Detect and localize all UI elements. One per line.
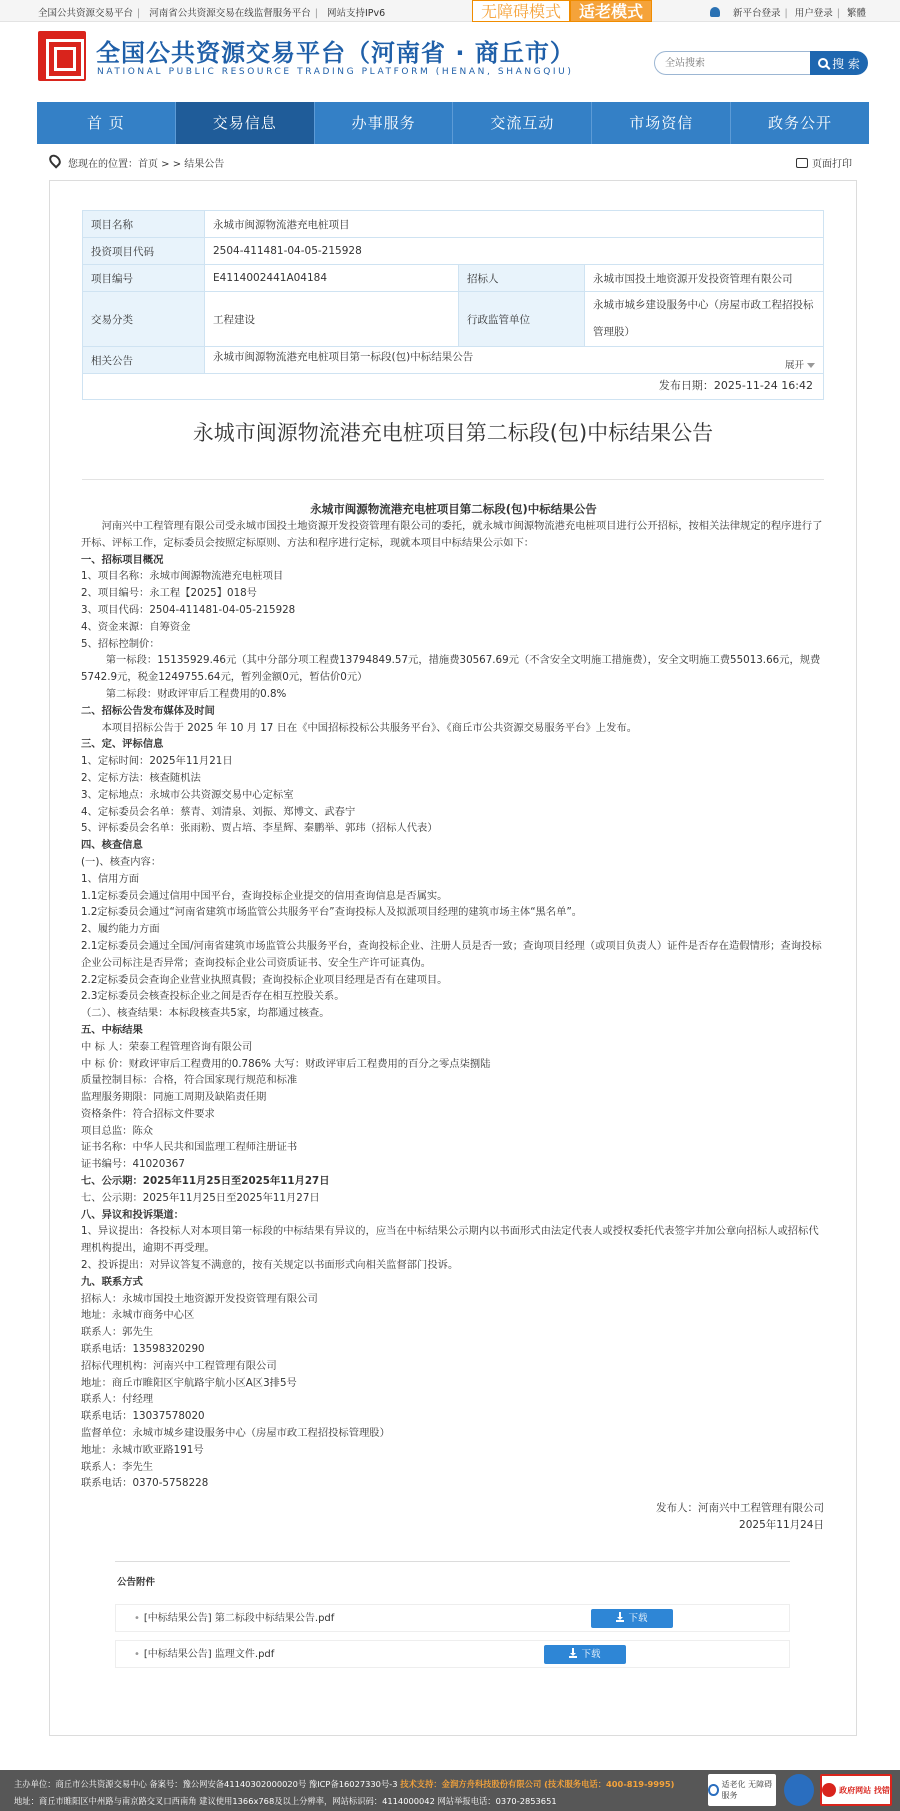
related-notice-cell: [205, 347, 824, 374]
doc-line: （二）、核查结果：本标段核查共5家，均都通过核查。: [81, 1007, 330, 1020]
page-title: 永城市闽源物流港充电桩项目第二标段(包)中标结果公告: [192, 421, 714, 445]
print-label: 页面打印: [812, 159, 852, 170]
doc-line: 3、项目代码：2504-411481-04-05-215928: [81, 603, 296, 616]
attachments-title: 公告附件: [117, 1577, 156, 1588]
site-title: 全国公共资源交易平台（河南省 · 商丘市）: [96, 39, 575, 67]
doc-line: 联系人：付经理: [81, 1393, 154, 1406]
doc-line: 一、招标项目概况: [81, 553, 164, 566]
table-row: [83, 211, 824, 238]
doc-line: 2.3定标委员会核查投标企业之间是否存在相互控股关系。: [81, 990, 345, 1003]
location-pin-icon: [47, 152, 63, 168]
doc-line: 项目总监：陈众: [81, 1124, 154, 1137]
gov-site-error-badge[interactable]: [820, 1774, 892, 1806]
doc-line: 联系人：李先生: [81, 1460, 154, 1473]
doc-line: 2.2定标委员会查询企业营业执照真假；查询投标企业项目经理是否有在建项目。: [81, 973, 448, 986]
gov-badge-label: 政府网站 找错: [839, 1785, 890, 1795]
doc-line: 4、定标委员会名单：蔡青、刘清泉、刘振、郑博文、武春宁: [81, 805, 356, 818]
divider: [82, 479, 824, 480]
download-label: 下载: [581, 1649, 601, 1660]
project-name-label: 项目名称: [83, 211, 205, 238]
search-input[interactable]: [654, 51, 810, 75]
site-footer: [0, 1770, 900, 1811]
breadcrumb: [48, 152, 858, 172]
user-login-link[interactable]: 用户登录: [794, 8, 833, 19]
signature-block: [656, 1500, 824, 1534]
doc-line: 3、定标地点：永城市公共资源交易中心定标室: [81, 788, 294, 801]
wheelchair-icon: [708, 1784, 719, 1796]
doc-line: 5、招标控制价：: [81, 637, 160, 650]
table-row: [83, 292, 824, 347]
doc-line: 监督单位：永城市城乡建设服务中心（房屋市政工程招投标管理股）: [81, 1427, 390, 1440]
project-name-value: 永城市闽源物流港充电桩项目: [205, 211, 824, 238]
nav-credit[interactable]: 市场资信: [592, 102, 731, 144]
download-icon: [616, 1614, 624, 1622]
doc-line: 七、公示期：2025年11月25日至2025年11月27日: [81, 1175, 330, 1188]
doc-title: 永城市闽源物流港充电桩项目第二标段(包)中标结果公告: [310, 502, 597, 516]
doc-line: 五、中标结果: [81, 1023, 143, 1036]
attachment-item: [115, 1604, 790, 1632]
download-button[interactable]: [544, 1645, 626, 1664]
trade-type-label: 交易分类: [83, 292, 205, 347]
expand-toggle[interactable]: 展开: [785, 357, 815, 371]
download-button[interactable]: [591, 1609, 673, 1628]
doc-line: 招标人：永城市国投土地资源开发投资管理有限公司: [81, 1292, 318, 1305]
printer-icon: [796, 158, 808, 168]
doc-line: 中 标 价：财政评审后工程费用的0.786% 大写：财政评审后工程费用的百分之零点柒捌陆: [81, 1057, 491, 1070]
doc-line: 九、联系方式: [81, 1275, 143, 1288]
doc-line: 证书编号：41020367: [81, 1158, 185, 1171]
related-notice-label: 相关公告: [83, 347, 205, 374]
footer-line-1: [14, 1778, 674, 1790]
doc-line: 1、项目名称：永城市闽源物流港充电桩项目: [81, 570, 284, 583]
main-nav: [37, 102, 869, 144]
announcement-body: [81, 500, 826, 1492]
table-row: [83, 265, 824, 292]
download-icon: [569, 1650, 577, 1658]
doc-line: 联系电话：0370-5758228: [81, 1477, 209, 1490]
doc-lines: [81, 518, 826, 1492]
user-icon: [710, 7, 720, 17]
doc-line: 质量控制目标：合格，符合国家现行规范和标准: [81, 1074, 298, 1087]
doc-line: 2、投诉提出：对异议答复不满意的，按有关规定以书面形式向相关监督部门投诉。: [81, 1259, 459, 1272]
doc-line: 1.2定标委员会通过“河南省建筑市场监管公共服务平台”查询投标人及拟派项目经理的建筑市场主体“黑名单”。: [81, 906, 583, 919]
doc-line: 地址：永城市商务中心区: [81, 1309, 195, 1322]
table-row: [83, 347, 824, 374]
mode-switch: [472, 0, 652, 22]
related-notice-link[interactable]: 永城市闽源物流港充电桩项目第一标段(包)中标结果公告: [213, 351, 474, 363]
attachment-link[interactable]: • [中标结果公告] 监理文件.pdf: [134, 1641, 274, 1668]
nav-interaction[interactable]: 交流互动: [453, 102, 592, 144]
doc-line: 5、评标委员会名单：张雨粉、贾占培、李星辉、秦鹏举、郭玮（招标人代表）: [81, 822, 438, 835]
doc-line: 三、定、评标信息: [81, 738, 164, 751]
doc-line: 地址：商丘市睢阳区宇航路宇航小区A区3排5号: [81, 1376, 297, 1389]
gov-emblem-icon: [822, 1783, 836, 1797]
tenderer-label: 招标人: [459, 265, 585, 292]
project-info-table: [82, 210, 824, 374]
doc-line: 本项目招标公告于 2025 年 10 月 17 日在《中国招标投标公共服务平台》、《商丘市公共资源交易服务平台》上发布。: [101, 721, 637, 734]
top-link-henan[interactable]: 河南省公共资源交易在线监督服务平台: [149, 8, 311, 19]
top-bar: [0, 0, 900, 22]
top-link-national[interactable]: 全国公共资源交易平台: [38, 8, 134, 19]
doc-line: 招标代理机构：河南兴中工程管理有限公司: [81, 1359, 277, 1372]
publish-day: 2025年11月24日: [739, 1519, 824, 1531]
nav-gov-affairs[interactable]: 政务公开: [768, 114, 833, 132]
table-row: [83, 238, 824, 265]
nav-services[interactable]: 办事服务: [315, 102, 454, 144]
search-button-label: 搜 索: [832, 56, 860, 71]
supervisor-value: 永城市城乡建设服务中心（房屋市政工程招投标管理股）: [585, 292, 824, 347]
search-icon: [818, 58, 828, 68]
doc-line: 中 标 人：荣泰工程管理咨询有限公司: [81, 1040, 253, 1053]
tenderer-value: 永城市国投土地资源开发投资管理有限公司: [585, 265, 824, 292]
footer-host: 主办单位：商丘市公共资源交易中心 备案号：豫公网安备41140302000020号 豫ICP备16027330号-3: [14, 1779, 401, 1789]
invest-code-value: 2504-411481-04-05-215928: [205, 238, 824, 265]
site-subtitle: NATIONAL PUBLIC RESOURCE TRADING PLATFORM (HENAN, SHANGQIU): [97, 67, 574, 77]
doc-line: 第一标段：15135929.46元（其中分部分项工程费13794849.57元，措施费30567.69元（不含安全文明施工措施费），安全文明施工费55013.66元，规费5742.9元，税金1249755.64元，暂列金额0元，暂估价0元）: [81, 654, 821, 684]
download-label: 下载: [628, 1613, 648, 1624]
publisher: 发布人：河南兴中工程管理有限公司: [656, 1502, 824, 1514]
doc-line: 联系人：郭先生: [81, 1326, 154, 1339]
elder-mode-button[interactable]: 适老模式: [570, 0, 652, 22]
accessible-mode-button[interactable]: 无障碍模式: [472, 0, 570, 22]
police-badge-icon[interactable]: [784, 1774, 814, 1806]
breadcrumb-text: 您现在的位置：首页 > > 结果公告: [68, 159, 225, 170]
project-no-label: 项目编号: [83, 265, 205, 292]
elder-friendly-badge[interactable]: [708, 1774, 776, 1806]
attachments-section: [115, 1561, 790, 1660]
doc-line: 1、定标时间：2025年11月21日: [81, 755, 233, 768]
top-link-ipv6[interactable]: 网站支持IPv6: [327, 8, 386, 19]
invest-code-label: 投资项目代码: [83, 238, 205, 265]
doc-line: 资格条件：符合招标文件要求: [81, 1107, 215, 1120]
trade-type-value: 工程建设: [205, 292, 459, 347]
publish-date: 发布日期：2025-11-24 16:42: [82, 373, 824, 400]
site-header: [0, 22, 900, 102]
footer-tech-support: 技术支持：金润方舟科技股份有限公司 (技术服务电话：400-819-9995): [400, 1779, 675, 1789]
doc-line: 证书名称：中华人民共和国监理工程师注册证书: [81, 1141, 298, 1154]
site-logo-icon[interactable]: [38, 31, 86, 81]
doc-line: 八、异议和投诉渠道：: [81, 1208, 184, 1221]
doc-line: 1、异议提出：各投标人对本项目第一标段的中标结果有异议的，应当在中标结果公示期内以书面形式由法定代表人或授权委托代表签字并加公章向招标人或招标代理机构提出，逾期不再受理。: [81, 1225, 819, 1255]
doc-line: 河南兴中工程管理有限公司受永城市国投土地资源开发投资管理有限公司的委托，就永城市闽源物流港充电桩项目进行公开招标，按相关法律规定的程序进行了开标、评标工作，定标委员会按照定标原则、方法和程序进行定标，现就本项目中标结果公示如下：: [81, 520, 823, 549]
doc-line: 2.1定标委员会通过全国/河南省建筑市场监管公共服务平台，查询投标企业、注册人员是否一致；查询项目经理（或项目负责人）证件是否存在造假情形；查询投标企业公司标注是否异常；查询投标企业公司资质证书、安全生产许可证真伪。: [81, 939, 822, 969]
print-page-button[interactable]: [796, 155, 852, 170]
doc-line: (一)、核查内容：: [81, 855, 162, 868]
doc-line: 1.1定标委员会通过信用中国平台，查询投标企业提交的信用查询信息是否属实。: [81, 889, 448, 902]
doc-line: 四、核查信息: [81, 839, 143, 852]
top-links: 全国公共资源交易平台 | 河南省公共资源交易在线监督服务平台 | 网站支持IPv6: [38, 8, 386, 19]
attachment-item: [115, 1640, 790, 1668]
traditional-chinese-link[interactable]: 繁體: [846, 8, 866, 19]
doc-line: 二、招标公告发布媒体及时间: [81, 704, 215, 717]
doc-line: 监理服务期限：同施工周期及缺陷责任期: [81, 1091, 267, 1104]
attachment-link[interactable]: • [中标结果公告] 第二标段中标结果公告.pdf: [134, 1605, 334, 1632]
doc-line: 2、履约能力方面: [81, 923, 160, 936]
doc-line: 联系电话：13037578020: [81, 1410, 205, 1423]
top-user-links: 新平台登录 | 用户登录 | 繁體: [710, 5, 866, 19]
elder-badge-label: 适老化 无障碍服务: [721, 1780, 773, 1800]
project-no-value: E4114002441A04184: [205, 265, 459, 292]
search-button[interactable]: [810, 51, 868, 75]
search-box: [654, 51, 868, 75]
doc-line: 地址：永城市欧亚路191号: [81, 1443, 204, 1456]
doc-line: 1、信用方面: [81, 872, 140, 885]
doc-line: 第二标段：财政评审后工程费用的0.8%: [105, 687, 287, 700]
nav-home[interactable]: 首 页: [37, 102, 176, 144]
nav-trade-info[interactable]: 交易信息: [176, 102, 315, 144]
doc-line: 2、定标方法：核查随机法: [81, 771, 201, 784]
new-platform-login-link[interactable]: 新平台登录: [732, 8, 781, 19]
footer-line-2: 地址：商丘市睢阳区中州路与南京路交叉口西南角 建议使用1366x768及以上分辨率，网站标识码：4114000042 网站举报电话：0370-2853651: [14, 1796, 557, 1806]
doc-line: 七、公示期：2025年11月25日至2025年11月27日: [81, 1191, 320, 1204]
doc-line: 联系电话：13598320290: [81, 1343, 205, 1356]
doc-line: 2、项目编号：永工程【2025】018号: [81, 587, 257, 600]
doc-line: 4、资金来源：自筹资金: [81, 620, 191, 633]
supervisor-label: 行政监管单位: [459, 292, 585, 347]
